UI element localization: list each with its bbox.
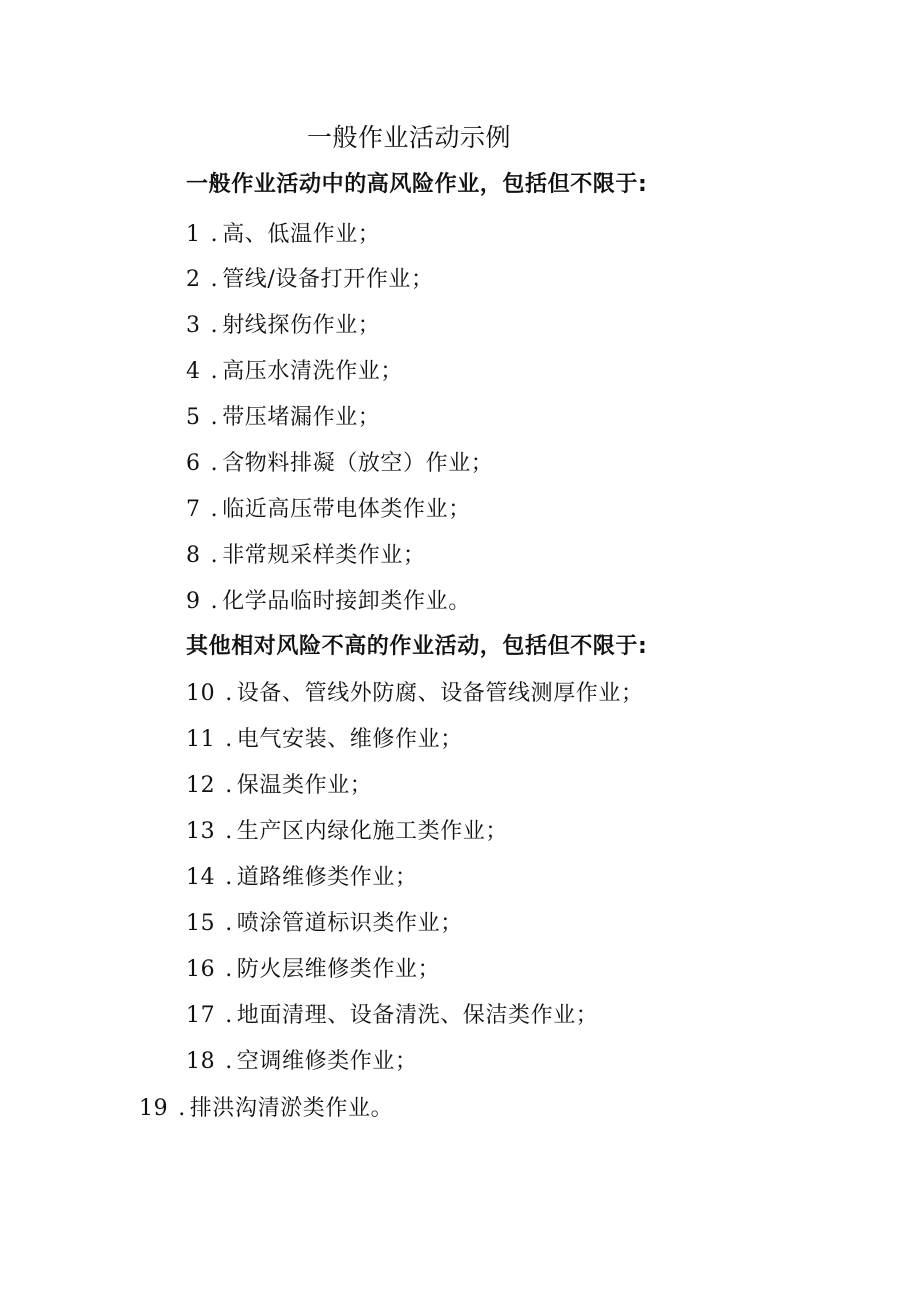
item-number: 1 xyxy=(186,222,201,247)
item-number: 6 xyxy=(186,451,201,476)
item-text: 带压堵漏作业； xyxy=(222,405,381,430)
item-number: 16 xyxy=(186,957,216,982)
item-number: 17 xyxy=(186,1003,216,1028)
item-dot: . xyxy=(210,359,219,384)
section-heading-low-risk: 其他相对风险不高的作业活动，包括但不限于: xyxy=(186,634,648,659)
list-item xyxy=(186,862,418,894)
item-text: 喷涂管道标识类作业； xyxy=(236,911,463,936)
item-text: 空调维修类作业； xyxy=(236,1049,418,1074)
list-item xyxy=(186,954,440,986)
item-dot: . xyxy=(210,589,219,614)
item-dot: . xyxy=(210,222,219,247)
list-item xyxy=(186,770,372,802)
item-number: 2 xyxy=(186,267,201,292)
item-dot: . xyxy=(210,451,219,476)
item-dot: . xyxy=(225,819,233,844)
item-dot: . xyxy=(210,543,219,568)
item-number: 11 xyxy=(186,727,216,752)
item-dot: . xyxy=(225,727,233,752)
item-number: 19 xyxy=(139,1096,169,1121)
item-dot: . xyxy=(225,773,233,798)
item-number: 3 xyxy=(186,313,201,338)
item-text: 地面清理、设备清洗、保洁类作业； xyxy=(236,1003,599,1028)
list-item xyxy=(186,356,403,388)
item-number: 9 xyxy=(186,589,201,614)
list-item xyxy=(139,1093,393,1125)
list-item xyxy=(186,448,493,480)
item-number: 15 xyxy=(186,911,216,936)
item-number: 12 xyxy=(186,773,216,798)
item-text: 防火层维修类作业； xyxy=(236,957,441,982)
item-text: 高、低温作业； xyxy=(222,222,381,247)
item-text: 排洪沟清淤类作业。 xyxy=(189,1096,394,1121)
item-text: 射线探伤作业； xyxy=(222,313,381,338)
item-text: 电气安装、维修作业； xyxy=(236,727,463,752)
item-dot: . xyxy=(210,405,219,430)
list-item xyxy=(186,540,426,572)
list-item xyxy=(186,1000,598,1032)
list-item xyxy=(186,264,434,296)
item-number: 10 xyxy=(186,681,216,706)
item-number: 7 xyxy=(186,497,201,522)
item-text: 含物料排凝（放空）作业； xyxy=(222,451,494,476)
list-item xyxy=(186,310,380,342)
item-number: 8 xyxy=(186,543,201,568)
item-text: 化学品临时接卸类作业。 xyxy=(222,589,471,614)
list-item xyxy=(186,1046,418,1078)
item-dot: . xyxy=(225,911,233,936)
item-number: 18 xyxy=(186,1049,216,1074)
item-number: 13 xyxy=(186,819,216,844)
item-dot: . xyxy=(225,957,233,982)
item-dot: . xyxy=(225,865,233,890)
list-item xyxy=(186,586,471,618)
item-text: 管线/设备打开作业； xyxy=(222,267,434,292)
item-text: 保温类作业； xyxy=(236,773,373,798)
item-text: 临近高压带电体类作业； xyxy=(222,497,471,522)
item-dot: . xyxy=(225,681,233,706)
item-dot: . xyxy=(225,1049,233,1074)
item-text: 高压水清洗作业； xyxy=(222,359,404,384)
item-text: 道路维修类作业； xyxy=(236,865,418,890)
list-item xyxy=(186,724,463,756)
list-item xyxy=(186,678,644,710)
item-text: 设备、管线外防腐、设备管线测厚作业； xyxy=(236,681,644,706)
item-number: 14 xyxy=(186,865,216,890)
item-dot: . xyxy=(210,267,219,292)
list-item xyxy=(186,908,463,940)
item-dot: . xyxy=(225,1003,233,1028)
section-heading-high-risk: 一般作业活动中的高风险作业，包括但不限于: xyxy=(186,172,648,197)
list-item xyxy=(186,219,380,251)
list-item xyxy=(186,402,380,434)
page-title: 一般作业活动示例 xyxy=(307,123,512,152)
list-item xyxy=(186,816,508,848)
item-number: 5 xyxy=(186,405,201,430)
item-text: 生产区内绿化施工类作业； xyxy=(236,819,508,844)
item-number: 4 xyxy=(186,359,201,384)
list-item xyxy=(186,494,471,526)
item-text: 非常规采样类作业； xyxy=(222,543,426,568)
item-dot: . xyxy=(178,1096,186,1121)
item-dot: . xyxy=(210,497,219,522)
item-dot: . xyxy=(210,313,219,338)
